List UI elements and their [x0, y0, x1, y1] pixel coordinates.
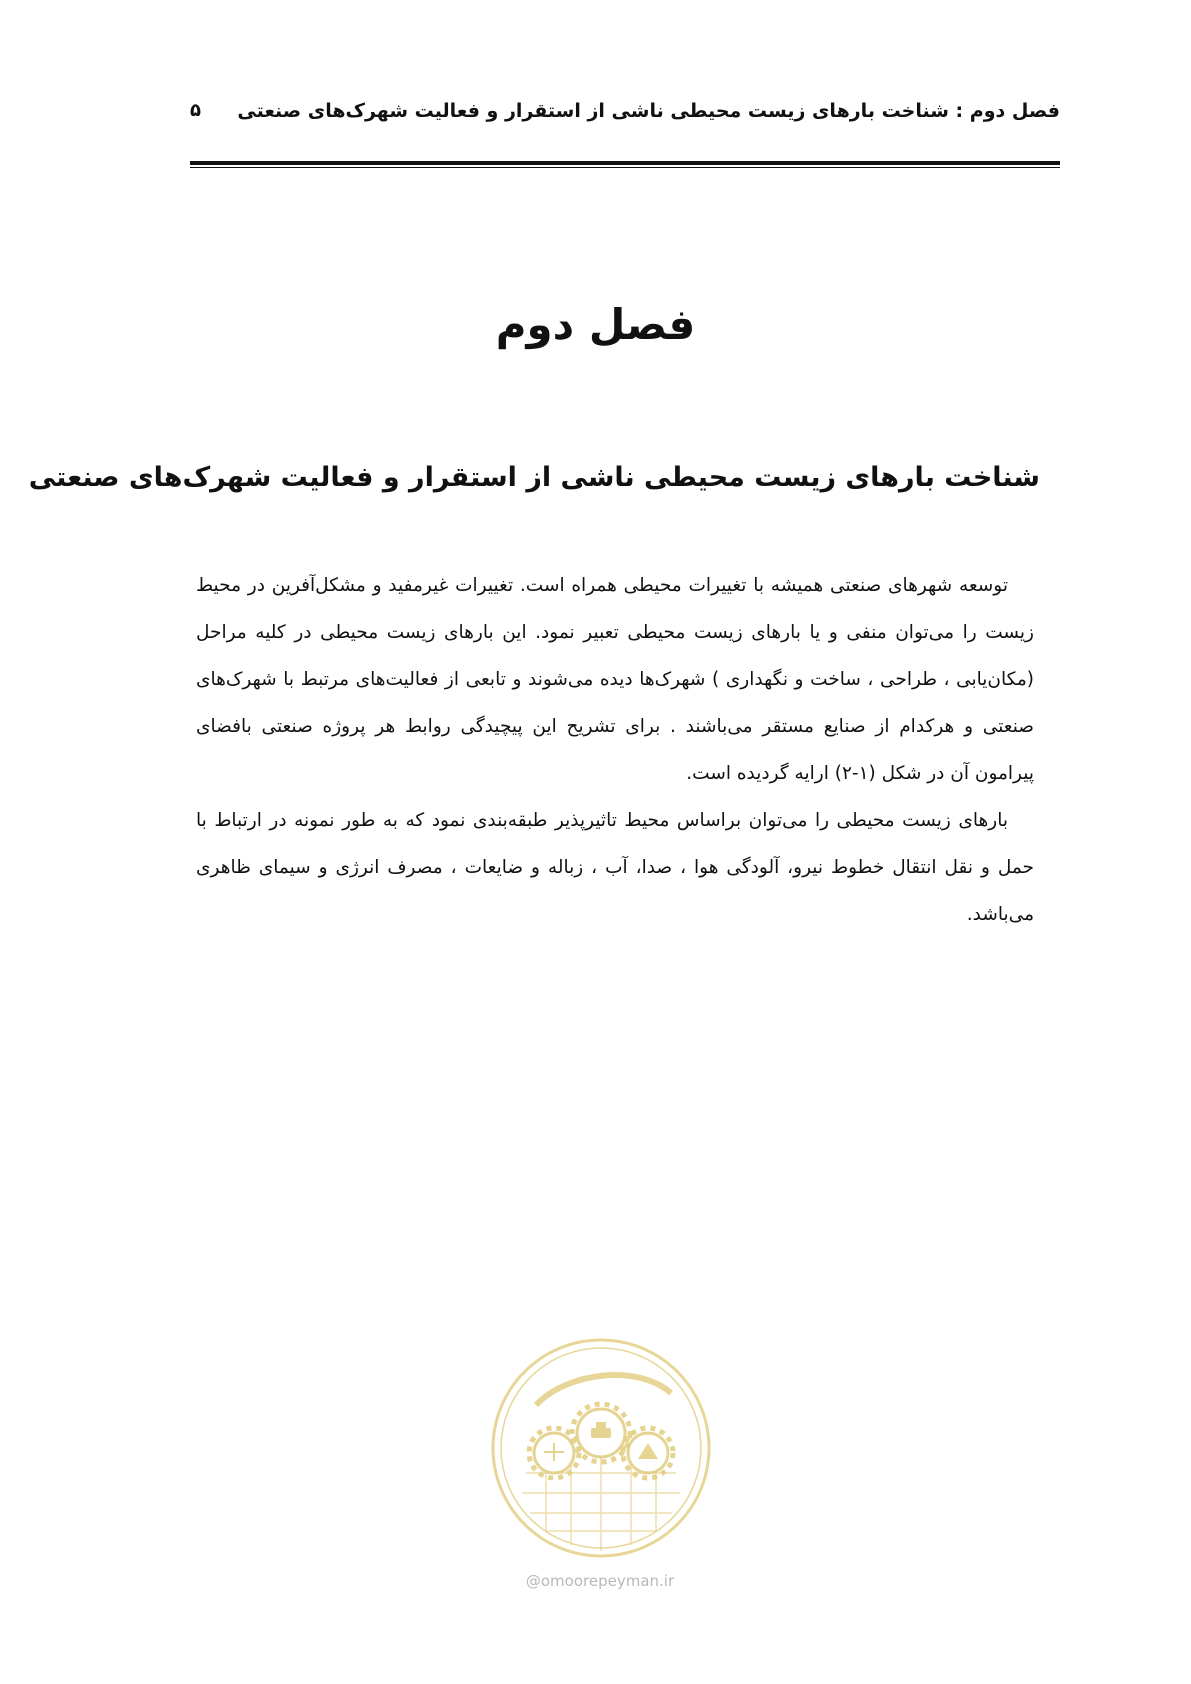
paragraph-2: بارهای زیست محیطی را می‌توان براساس محیط تاثیرپذیر طبقه‌بندی نمود که به طور نمونه در ارتباط با حمل و نقل انتقال خطوط نیرو، آلودگی هوا ، صدا، آب ، زباله و ضایعات ، مصرف انرژی و سیمای ظاهری می‌باشد. — [196, 810, 1034, 925]
page-number: ۵ — [190, 100, 201, 121]
header-rule-thick — [190, 161, 1060, 165]
chapter-title: فصل دوم — [495, 300, 696, 349]
paragraph-1: توسعه شهرهای صنعتی همیشه با تغییرات محیطی همراه است. تغییرات غیرمفید و مشکل‌آفرین در محیط زیست را می‌توان منفی و یا بارهای زیست محیطی تعبیر نمود. این بارهای زیست محیطی در کلیه مراحل (مکان‌یابی ، طراحی ، ساخت و نگهداری ) شهرک‌ها دیده می‌شوند و تابعی از فعالیت‌های مرتبط با شهرک‌های صنعتی و هرکدام از صنایع مستقر می‌باشند . برای تشریح این پیچیدگی روابط هر پروژه صنعتی بافضای پیرامون آن در شکل (۱-۲) ارایه گردیده است. — [196, 575, 1034, 784]
section-title: شناخت بارهای زیست محیطی ناشی از استقرار و فعالیت شهرک‌های صنعتی — [28, 462, 1040, 493]
body-text — [196, 562, 1034, 938]
running-header-title: فصل دوم : شناخت بارهای زیست محیطی ناشی از استقرار و فعالیت شهرک‌های صنعتی — [237, 100, 1060, 122]
watermark-url: @omoorepeyman.ir — [525, 1572, 675, 1590]
running-header — [190, 100, 1060, 132]
header-rule-thin — [190, 167, 1060, 168]
watermark-seal-logo — [486, 1333, 716, 1563]
